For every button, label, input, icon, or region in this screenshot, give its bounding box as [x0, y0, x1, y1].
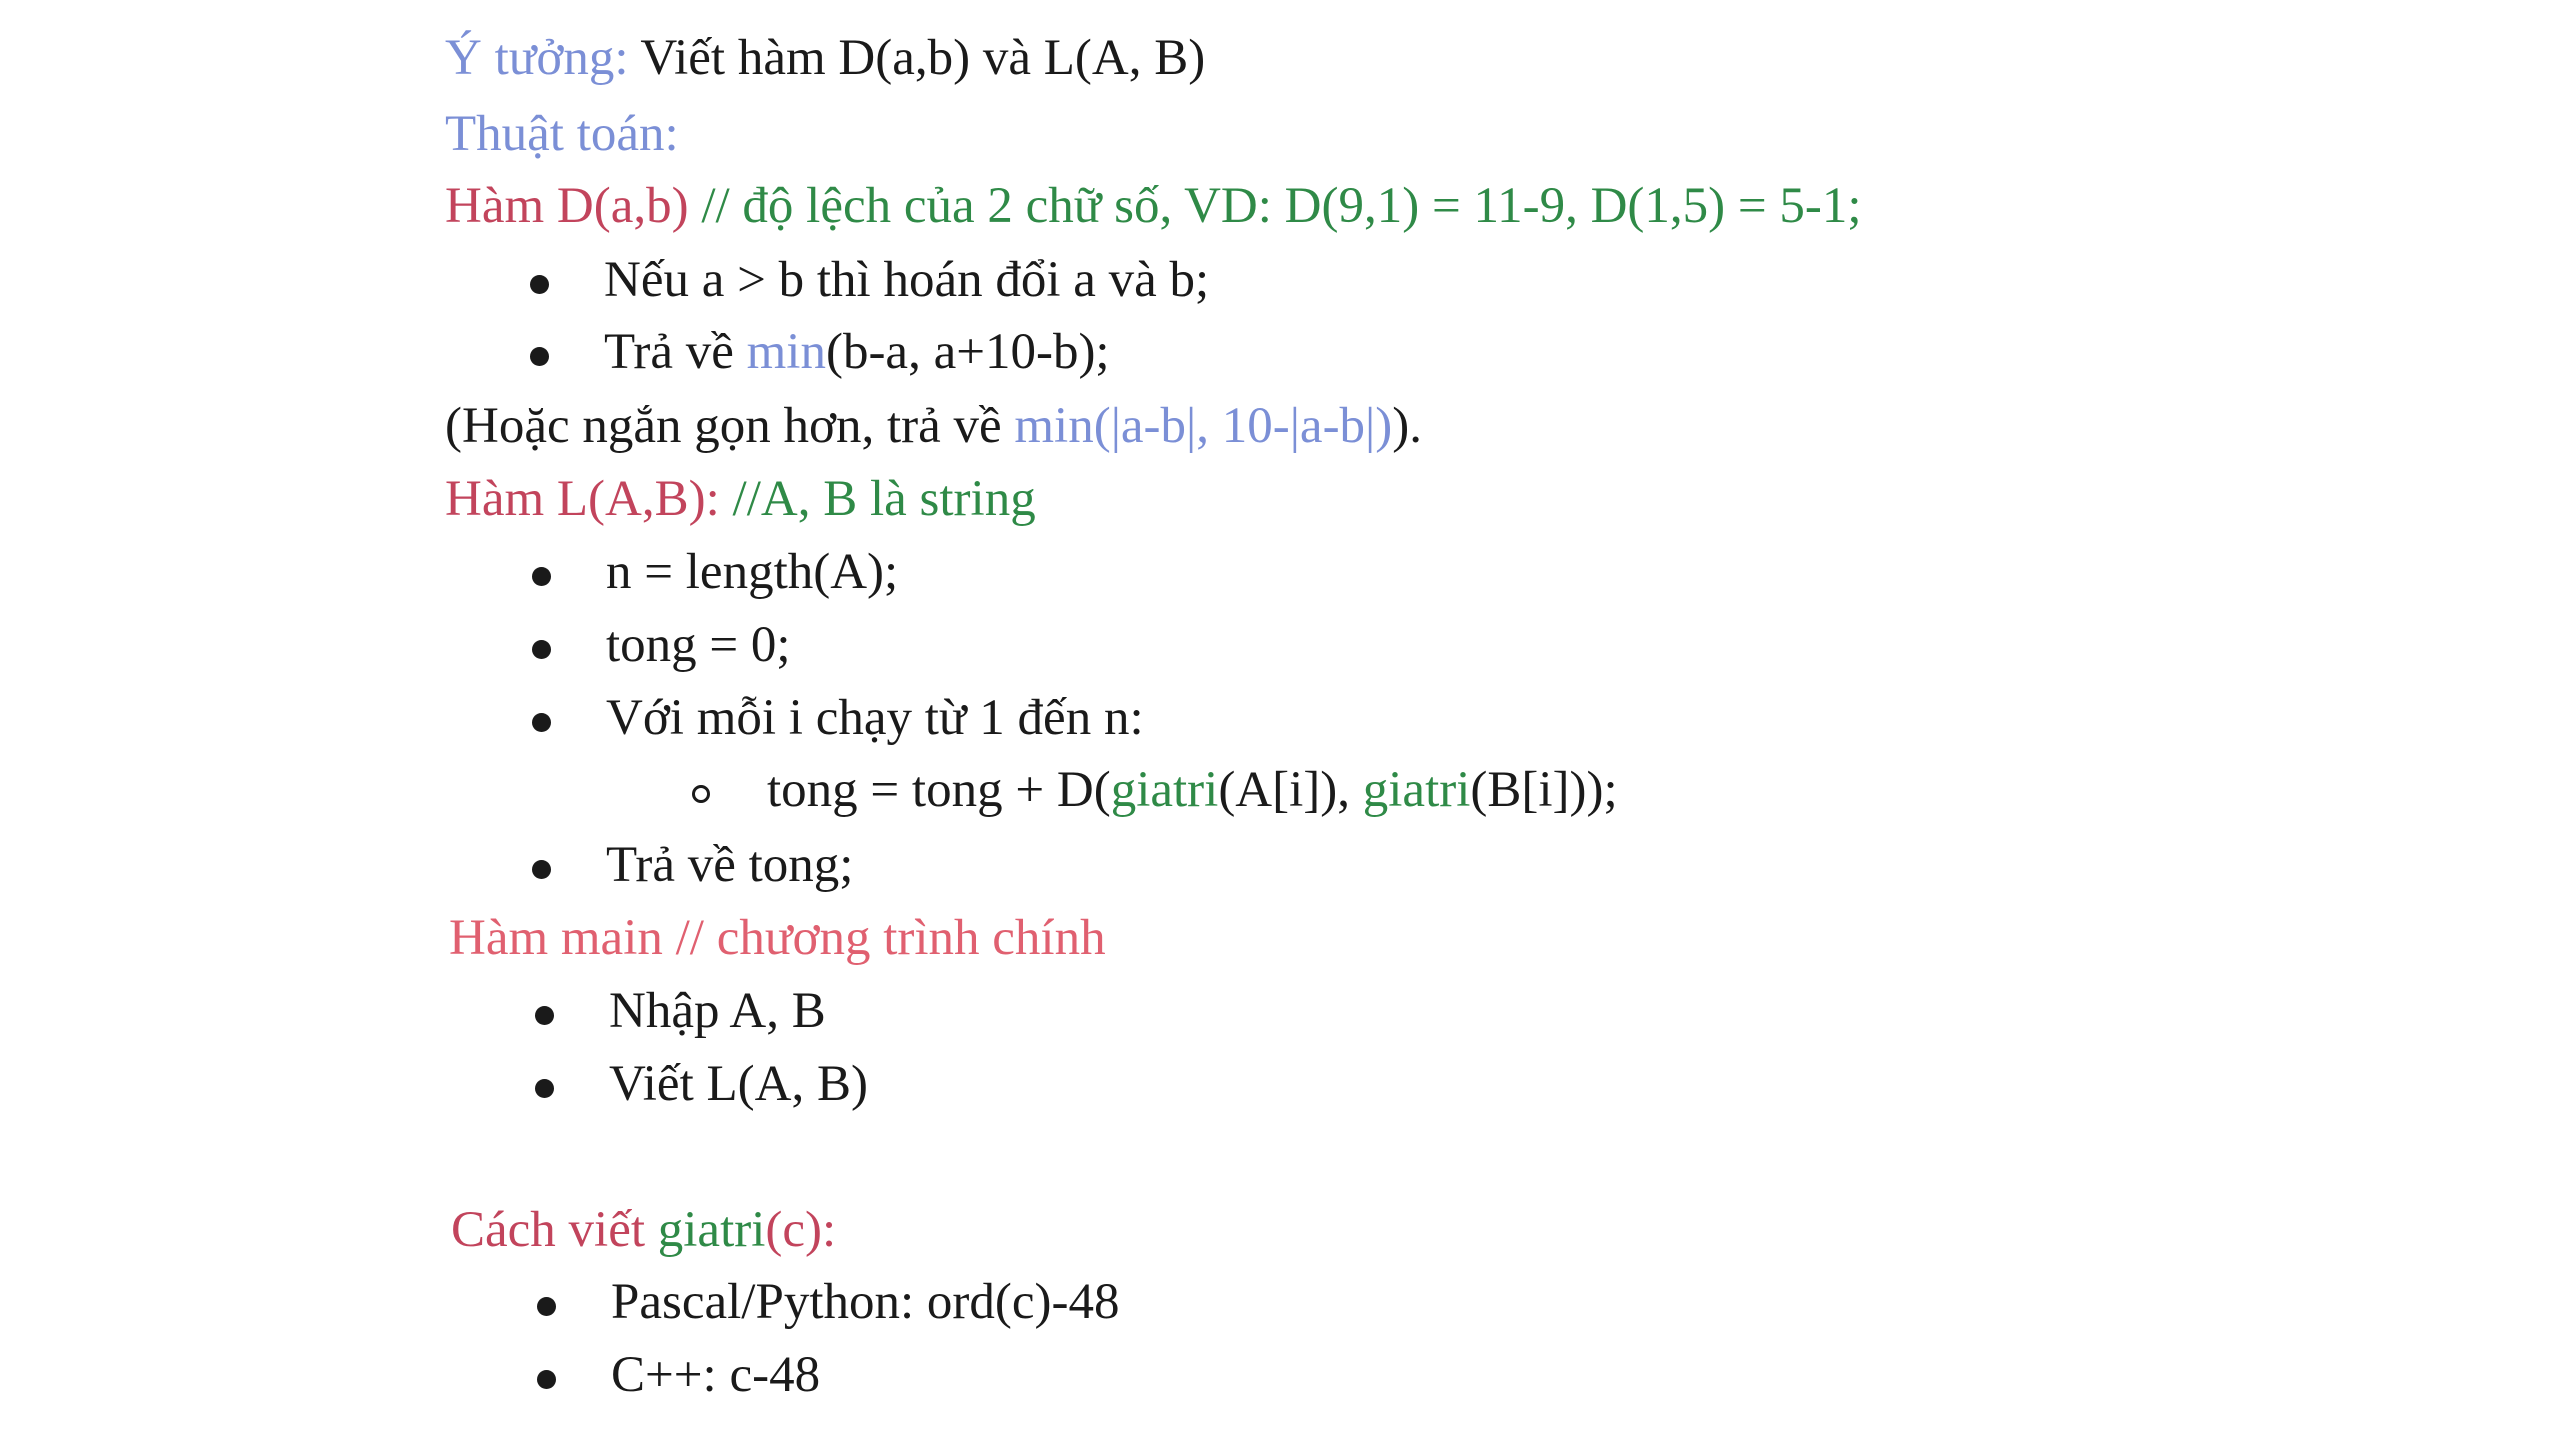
- l-step-return: [606, 835, 853, 895]
- bullet-icon: [532, 860, 551, 879]
- giatri-label-suffix: (c):: [765, 1202, 837, 1258]
- l-sub-step-mid: (A[i]),: [1218, 762, 1363, 818]
- main-step-output: [609, 1054, 868, 1114]
- bullet-icon: [535, 1006, 554, 1025]
- main-heading: [449, 908, 1106, 968]
- giatri-step-pascal: [611, 1272, 1119, 1332]
- alternative-fn: min(|a-b|, 10-|a-b|): [1014, 398, 1393, 454]
- l-step-loop-text: Với mỗi i chạy từ 1 đến n:: [606, 690, 1144, 746]
- d-step-swap-text: Nếu a > b thì hoán đổi a và b;: [604, 252, 1210, 308]
- algorithm-heading: [445, 104, 679, 164]
- d-step-swap: [604, 250, 1209, 310]
- circle-bullet-icon: [692, 785, 710, 803]
- l-sub-step-fn2: giatri: [1362, 762, 1471, 818]
- alternative-suffix: ).: [1392, 398, 1422, 454]
- l-step-loop: [606, 688, 1144, 748]
- giatri-step-cpp: [611, 1345, 820, 1405]
- function-l-heading: [445, 469, 1036, 529]
- l-step-init: [606, 615, 791, 675]
- main-step-output-text: Viết L(A, B): [609, 1056, 868, 1112]
- bullet-icon: [530, 347, 549, 366]
- bullet-icon: [532, 713, 551, 732]
- bullet-icon: [532, 640, 551, 659]
- function-l-label: Hàm L(A,B):: [445, 471, 720, 527]
- l-sub-step-prefix: tong = tong + D(: [767, 762, 1111, 818]
- giatri-step-pascal-text: Pascal/Python: ord(c)-48: [611, 1274, 1120, 1330]
- main-step-input-text: Nhập A, B: [609, 983, 826, 1039]
- algorithm-label: Thuật toán:: [445, 106, 679, 162]
- bullet-icon: [537, 1370, 556, 1389]
- idea-text: Viết hàm D(a,b) và L(A, B): [628, 30, 1206, 86]
- l-sub-step-sum: [767, 760, 1618, 820]
- l-step-return-text: Trả về tong;: [606, 837, 854, 893]
- idea-line: [445, 28, 1205, 88]
- giatri-heading: [451, 1200, 836, 1260]
- d-step-return-prefix: Trả về: [604, 324, 747, 380]
- l-step-length: [606, 542, 898, 602]
- giatri-label-fn: giatri: [657, 1202, 766, 1258]
- function-l-comment: //A, B là string: [719, 471, 1036, 527]
- bullet-icon: [532, 567, 551, 586]
- giatri-label-prefix: Cách viết: [451, 1202, 658, 1258]
- function-d-label: Hàm D(a,b): [445, 178, 689, 234]
- function-d-comment: // độ lệch của 2 chữ số, VD: D(9,1) = 11-9, D(1,5) = 5-1;: [688, 178, 1862, 234]
- main-label: Hàm main // chương trình chính: [449, 910, 1106, 966]
- d-step-return-rest: (b-a, a+10-b);: [825, 324, 1110, 380]
- l-step-init-text: tong = 0;: [606, 617, 791, 673]
- l-sub-step-suffix: (B[i]));: [1470, 762, 1618, 818]
- alternative-prefix: (Hoặc ngắn gọn hơn, trả về: [445, 398, 1015, 454]
- d-step-return-fn: min: [746, 324, 826, 380]
- d-step-return: [604, 322, 1110, 382]
- idea-label: Ý tưởng:: [445, 30, 629, 86]
- bullet-icon: [537, 1297, 556, 1316]
- bullet-icon: [535, 1079, 554, 1098]
- main-step-input: [609, 981, 826, 1041]
- bullet-icon: [530, 275, 549, 294]
- giatri-step-cpp-text: C++: c-48: [611, 1347, 821, 1403]
- l-step-length-text: n = length(A);: [606, 544, 899, 600]
- function-d-heading: [445, 176, 1862, 236]
- l-sub-step-fn1: giatri: [1110, 762, 1219, 818]
- alternative-line: [445, 396, 1422, 456]
